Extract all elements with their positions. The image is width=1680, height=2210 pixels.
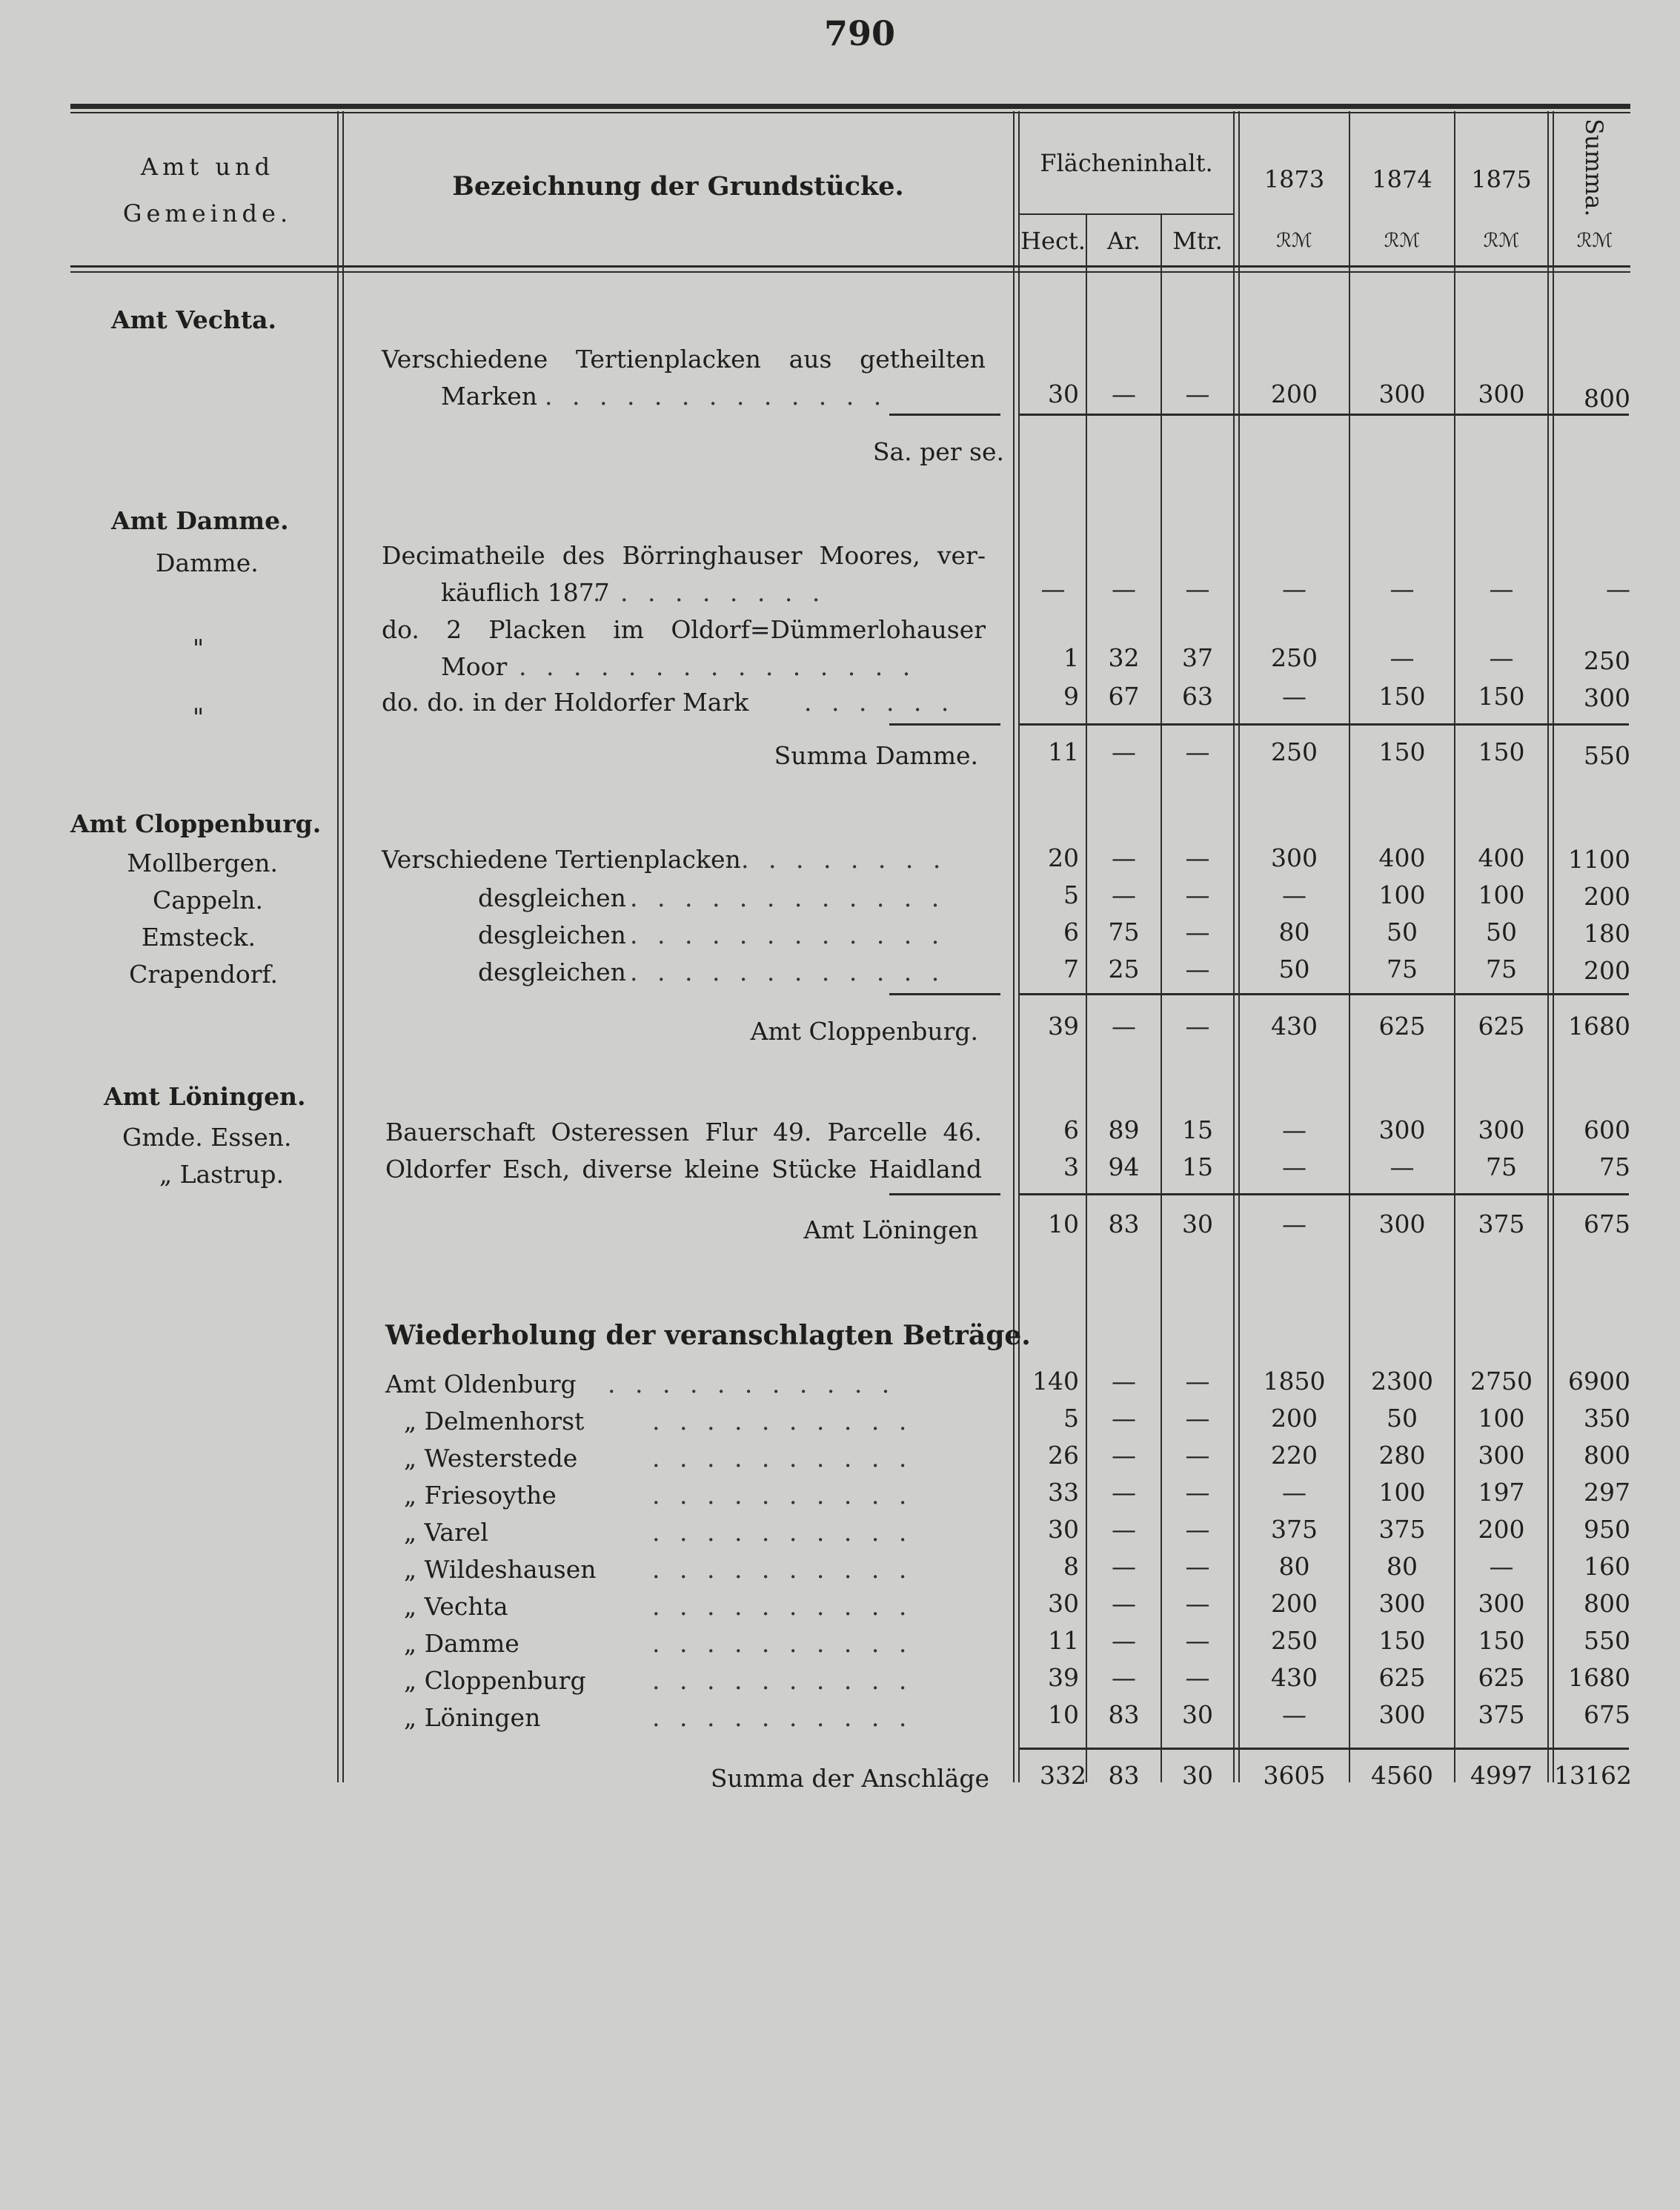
header-bezeichnung: Bezeichnung der Grundstücke. [452, 171, 904, 202]
cell: 100 [1378, 880, 1426, 909]
damme-row1-text2: käuflich 1877 [441, 578, 610, 607]
cell: 280 [1378, 1441, 1426, 1470]
cell: — [1112, 1552, 1136, 1581]
cell: 4997 [1470, 1761, 1533, 1790]
cell: 50 [1278, 955, 1310, 983]
cell: 300 [1478, 1115, 1525, 1144]
cell: 50 [1387, 1404, 1418, 1433]
cell: 75 [1108, 917, 1140, 946]
cell: — [1185, 880, 1210, 909]
cell: 30 [1182, 1700, 1213, 1729]
cell: 197 [1478, 1478, 1525, 1507]
cell: — [1390, 1152, 1415, 1181]
sum-rule [1020, 993, 1629, 995]
cell: 1100 [1568, 845, 1630, 874]
cell: — [1185, 917, 1210, 946]
header-ar: Ar. [1106, 227, 1141, 255]
cell: 9 [1063, 682, 1079, 711]
cell: 625 [1378, 1012, 1426, 1041]
leader-dots: . . . . . . . . . . [652, 1481, 913, 1510]
cell: 30 [1182, 1761, 1213, 1790]
sum-rule [889, 1193, 1000, 1195]
leader-dots: . . . . . . . . . . [652, 1518, 913, 1547]
amt-vechta-heading: Amt Vechta. [111, 305, 277, 334]
cell: 26 [1048, 1441, 1079, 1470]
cell: 300 [1478, 1441, 1525, 1470]
cell: 375 [1478, 1209, 1525, 1238]
leader-dots: . . . . . . [804, 688, 955, 717]
cell: — [1606, 574, 1630, 603]
top-rule-thin [70, 112, 1630, 113]
col-divider [1233, 111, 1235, 1782]
cell: 297 [1584, 1478, 1630, 1507]
header-currency-1874: ℛℳ [1384, 230, 1421, 252]
cell: 33 [1048, 1478, 1079, 1507]
cell: 200 [1271, 379, 1318, 408]
cell: 80 [1278, 1552, 1310, 1581]
cell: — [1112, 1441, 1136, 1470]
cell: 1680 [1568, 1663, 1630, 1692]
cell: — [1390, 574, 1415, 603]
cell: 600 [1584, 1115, 1630, 1144]
cell: — [1282, 1478, 1307, 1507]
cell: — [1282, 574, 1307, 603]
cell: 6900 [1568, 1367, 1630, 1396]
cell: 200 [1271, 1404, 1318, 1433]
leader-dots: . . . . . . . . . . . . [630, 920, 946, 949]
cell: 550 [1584, 1626, 1630, 1655]
header-gemeinde: Gemeinde. [122, 199, 293, 228]
cell: — [1185, 574, 1210, 603]
damme-row2-text: do. 2 Placken im Oldorf=Dümmerlohauser [382, 615, 986, 644]
cell: — [1185, 1626, 1210, 1655]
leader-dots: . . . . . . . . . . [652, 1666, 913, 1695]
cell: 80 [1387, 1552, 1418, 1581]
leader-dots: . . . . . . . . . . [652, 1592, 913, 1621]
cell: 550 [1584, 741, 1630, 770]
wiederholung-label: „ Friesoythe [404, 1481, 557, 1510]
cell: 10 [1048, 1700, 1079, 1729]
gemeinde-label: Mollbergen. [127, 849, 278, 877]
ditto-mark: " [193, 634, 205, 663]
cell: — [1185, 1552, 1210, 1581]
cell: 100 [1378, 1478, 1426, 1507]
cell: 30 [1048, 1589, 1079, 1618]
cell: — [1112, 1404, 1136, 1433]
header-rule [70, 265, 1630, 268]
cell: 625 [1478, 1663, 1525, 1692]
cell: 430 [1271, 1663, 1318, 1692]
cell: — [1112, 574, 1136, 603]
cell: — [1112, 1589, 1136, 1618]
cell: 300 [1378, 1589, 1426, 1618]
header-mtr: Mtr. [1172, 227, 1223, 255]
col-divider [1161, 215, 1162, 1782]
cell: 250 [1584, 646, 1630, 675]
cell: 15 [1182, 1115, 1213, 1144]
cell: 39 [1048, 1012, 1079, 1041]
leader-dots: . . . . . . . . . . . [608, 1370, 896, 1398]
loeningen-row2-text: Oldorfer Esch, diverse kleine Stücke Haidland [385, 1155, 982, 1184]
cell: 75 [1387, 955, 1418, 983]
header-1873: 1873 [1264, 165, 1325, 193]
cell: 15 [1182, 1152, 1213, 1181]
header-sub-rule [1020, 213, 1233, 215]
damme-gemeinde: Damme. [156, 548, 259, 577]
header-currency-summa: ℛℳ [1576, 230, 1613, 252]
cell: 180 [1584, 919, 1630, 948]
cell: 6 [1063, 917, 1079, 946]
cell: 37 [1182, 643, 1213, 672]
wiederholung-label: „ Delmenhorst [404, 1407, 585, 1436]
leader-dots: . . . . . . . . [741, 845, 947, 874]
cell: 150 [1378, 737, 1426, 766]
cell: — [1185, 843, 1210, 872]
leader-dots: . . . . . . . . . . . . . [545, 382, 888, 411]
loeningen-sum-label: Amt Löningen [803, 1215, 978, 1244]
wiederholung-label: „ Löningen [404, 1703, 541, 1732]
wiederholung-heading: Wiederholung der veranschlagten Beträge. [385, 1320, 1031, 1351]
cell: 4560 [1371, 1761, 1433, 1790]
cell: 1 [1063, 643, 1079, 672]
cell: — [1282, 682, 1307, 711]
cell: — [1489, 643, 1514, 672]
cell: — [1112, 880, 1136, 909]
sum-rule [1020, 723, 1629, 726]
cell: — [1489, 1552, 1514, 1581]
cell: 400 [1478, 843, 1525, 872]
header-1874: 1874 [1372, 165, 1432, 193]
cell: — [1282, 1115, 1307, 1144]
wiederholung-label: „ Wildeshausen [404, 1555, 597, 1584]
cell: 83 [1108, 1761, 1140, 1790]
cell: 6 [1063, 1115, 1079, 1144]
vechta-row1-text: Verschiedene Tertienplacken aus getheilten [382, 345, 986, 374]
cell: — [1282, 1700, 1307, 1729]
cell: — [1185, 1515, 1210, 1544]
wiederholung-label: „ Cloppenburg [404, 1666, 586, 1695]
cell: 20 [1048, 843, 1079, 872]
cell: 150 [1478, 737, 1525, 766]
header-flaecheninhalt: Flächeninhalt. [1040, 149, 1213, 177]
cell: — [1185, 1367, 1210, 1396]
cell: 63 [1182, 682, 1213, 711]
cell: — [1185, 737, 1210, 766]
cell: — [1185, 1404, 1210, 1433]
cell: 13162 [1554, 1761, 1632, 1790]
damme-row2-text2: Moor [441, 652, 508, 681]
cell: 10 [1048, 1209, 1079, 1238]
cell: 30 [1048, 379, 1079, 408]
cell: — [1112, 1012, 1136, 1041]
cell: 300 [1378, 1700, 1426, 1729]
cell: — [1185, 379, 1210, 408]
cell: 5 [1063, 1404, 1079, 1433]
header-1875: 1875 [1471, 165, 1532, 193]
cell: — [1112, 1478, 1136, 1507]
damme-row1-text: Decimatheile des Börringhauser Moores, ver- [382, 541, 986, 570]
col-divider [1013, 111, 1015, 1782]
cell: 800 [1584, 384, 1630, 413]
cell: — [1112, 843, 1136, 872]
cell: 675 [1584, 1700, 1630, 1729]
cell: 39 [1048, 1663, 1079, 1692]
wiederholung-label: „ Varel [404, 1518, 488, 1547]
cell: 250 [1271, 737, 1318, 766]
cell: 160 [1584, 1552, 1630, 1581]
cell: 400 [1378, 843, 1426, 872]
wiederholung-sum-label: Summa der Anschläge [710, 1764, 989, 1793]
cell: 200 [1271, 1589, 1318, 1618]
amt-loeningen-heading: Amt Löningen. [104, 1082, 306, 1111]
cell: 30 [1048, 1515, 1079, 1544]
col-divider [337, 111, 339, 1782]
cell: 89 [1108, 1115, 1140, 1144]
cell: 950 [1584, 1515, 1630, 1544]
cell: 675 [1584, 1209, 1630, 1238]
cell: 200 [1478, 1515, 1525, 1544]
cell: — [1185, 1441, 1210, 1470]
wiederholung-label: „ Damme [404, 1629, 519, 1658]
sum-rule [1020, 414, 1629, 416]
cell: 7 [1063, 955, 1079, 983]
cloppenburg-row3-text: desgleichen [478, 920, 626, 949]
cell: 1680 [1568, 1012, 1630, 1041]
cell: — [1112, 1663, 1136, 1692]
cell: — [1185, 1012, 1210, 1041]
sum-rule [889, 993, 1000, 995]
cell: 150 [1378, 1626, 1426, 1655]
cell: — [1112, 1367, 1136, 1396]
cell: 800 [1584, 1441, 1630, 1470]
cloppenburg-sum-label: Amt Cloppenburg. [750, 1017, 978, 1046]
leader-dots: . . . . . . . . . . [652, 1703, 913, 1732]
leader-dots: . . . . . . . . . . . . . . . [519, 652, 917, 681]
cell: 75 [1599, 1152, 1630, 1181]
cell: 1850 [1263, 1367, 1326, 1396]
damme-row3-text: do. do. in der Holdorfer Mark [382, 688, 749, 717]
leader-dots: . . . . . . . . . . [652, 1555, 913, 1584]
cell: 140 [1032, 1367, 1079, 1396]
cell: 32 [1108, 643, 1140, 672]
cell: 300 [1584, 683, 1630, 712]
cell: 350 [1584, 1404, 1630, 1433]
wiederholung-label: „ Vechta [404, 1592, 508, 1621]
col-divider [1547, 111, 1549, 1782]
cell: — [1185, 1478, 1210, 1507]
cell: 300 [1378, 379, 1426, 408]
amt-cloppenburg-heading: Amt Cloppenburg. [70, 809, 322, 838]
cell: 430 [1271, 1012, 1318, 1041]
wiederholung-label: „ Westerstede [404, 1444, 578, 1473]
cell: 200 [1584, 882, 1630, 911]
cell: 300 [1378, 1209, 1426, 1238]
cell: — [1282, 1152, 1307, 1181]
cell: 220 [1271, 1441, 1318, 1470]
gemeinde-label: Cappeln. [153, 886, 263, 915]
leader-dots: . . . . . . . . . . [652, 1407, 913, 1436]
sum-rule [889, 414, 1000, 416]
gemeinde-label: „ Lastrup. [159, 1160, 285, 1189]
cell: 3 [1063, 1152, 1079, 1181]
col-divider [342, 111, 344, 1782]
cell: 11 [1048, 737, 1079, 766]
cell: — [1282, 880, 1307, 909]
cell: 300 [1478, 379, 1525, 408]
header-amt: Amt und [140, 153, 275, 181]
cell: 3605 [1263, 1761, 1326, 1790]
cell: — [1112, 1626, 1136, 1655]
cell: 80 [1278, 917, 1310, 946]
cell: 83 [1108, 1209, 1140, 1238]
cell: 150 [1378, 682, 1426, 711]
cell: 94 [1108, 1152, 1140, 1181]
cell: 150 [1478, 682, 1525, 711]
cell: 100 [1478, 880, 1525, 909]
amt-damme-heading: Amt Damme. [111, 506, 289, 535]
vechta-sum-label: Sa. per se. [872, 437, 1004, 466]
cell: 250 [1271, 1626, 1318, 1655]
cell: — [1185, 1663, 1210, 1692]
header-rule-thin [70, 271, 1630, 273]
gemeinde-label: Emsteck. [141, 923, 256, 952]
cell: — [1390, 643, 1415, 672]
cell: 2750 [1470, 1367, 1533, 1396]
cell: — [1112, 379, 1136, 408]
leader-dots: . . . . . . . . . . [652, 1629, 913, 1658]
top-rule [70, 104, 1630, 109]
page-number: 790 [823, 13, 896, 53]
cell: 300 [1271, 843, 1318, 872]
ditto-mark: " [193, 703, 205, 731]
vechta-row1-text2: Marken [441, 382, 538, 411]
cell: — [1112, 737, 1136, 766]
cell: 300 [1478, 1589, 1525, 1618]
cloppenburg-row4-text: desgleichen [478, 958, 626, 986]
cell: 83 [1108, 1700, 1140, 1729]
gemeinde-label: Gmde. Essen. [122, 1123, 292, 1152]
cell: 200 [1584, 956, 1630, 985]
cell: 5 [1063, 880, 1079, 909]
cell: 800 [1584, 1589, 1630, 1618]
leader-dots: . . . . . . . . . . . . [630, 958, 946, 986]
wiederholung-label: Amt Oldenburg [385, 1370, 577, 1398]
cell: 375 [1478, 1700, 1525, 1729]
sum-rule [889, 723, 1000, 726]
cell: 75 [1486, 1152, 1517, 1181]
cell: 2300 [1371, 1367, 1433, 1396]
cell: — [1185, 955, 1210, 983]
header-currency-1873: ℛℳ [1276, 230, 1312, 252]
cell: 8 [1063, 1552, 1079, 1581]
cell: — [1282, 1209, 1307, 1238]
cell: 75 [1486, 955, 1517, 983]
cell: 11 [1048, 1626, 1079, 1655]
cloppenburg-row2-text: desgleichen [478, 883, 626, 912]
cell: 332 [1040, 1761, 1086, 1790]
cell: 625 [1378, 1663, 1426, 1692]
cell: 100 [1478, 1404, 1525, 1433]
header-currency-1875: ℛℳ [1483, 230, 1520, 252]
cell: 375 [1271, 1515, 1318, 1544]
damme-sum-label: Summa Damme. [774, 741, 978, 770]
cell: 150 [1478, 1626, 1525, 1655]
cell: 30 [1182, 1209, 1213, 1238]
leader-dots: . . . . . . . . . . . . [630, 883, 946, 912]
sum-rule [1020, 1193, 1629, 1195]
cell: 625 [1478, 1012, 1525, 1041]
cell: — [1185, 1589, 1210, 1618]
cell: 300 [1378, 1115, 1426, 1144]
cell: 25 [1108, 955, 1140, 983]
sum-rule [1020, 1748, 1629, 1750]
cloppenburg-row1-text: Verschiedene Tertienplacken [382, 845, 741, 874]
leader-dots: . . . . . . . . . [593, 578, 826, 607]
gemeinde-label: Crapendorf. [129, 960, 278, 989]
cell: — [1112, 1515, 1136, 1544]
header-summa: Summa. [1580, 119, 1608, 217]
cell: 375 [1378, 1515, 1426, 1544]
cell: — [1489, 574, 1514, 603]
cell: 67 [1108, 682, 1140, 711]
cell: — [1040, 574, 1066, 603]
cell: 50 [1486, 917, 1517, 946]
header-hect: Hect. [1020, 227, 1086, 255]
cell: 50 [1387, 917, 1418, 946]
leader-dots: . . . . . . . . . . [652, 1444, 913, 1473]
loeningen-row1-text: Bauerschaft Osteressen Flur 49. Parcelle 46. [385, 1118, 982, 1147]
cell: 250 [1271, 643, 1318, 672]
col-divider [1086, 215, 1087, 1782]
